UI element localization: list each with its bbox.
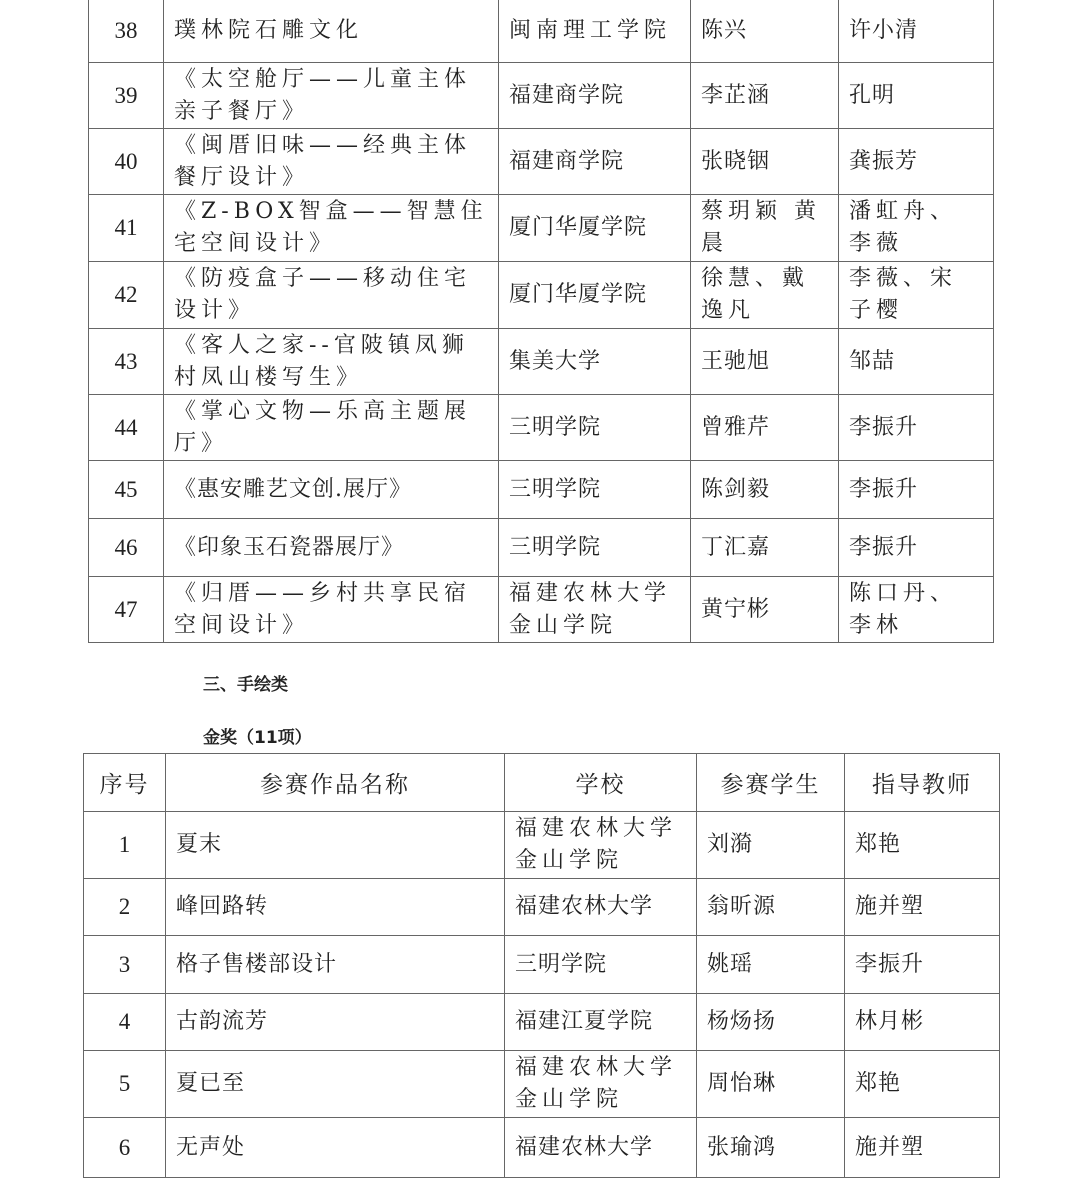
row-number: 44	[89, 395, 164, 461]
table-row	[89, 519, 994, 577]
teacher: 李振升	[845, 936, 1000, 994]
teacher: 李薇、宋子樱	[839, 262, 994, 329]
teacher: 施并塑	[845, 1118, 1000, 1178]
row-number: 47	[89, 577, 164, 643]
table-row	[89, 395, 994, 461]
table-row	[84, 1118, 1000, 1178]
school: 福建农林大学金山学院	[505, 1051, 697, 1118]
table-row	[89, 195, 994, 262]
school: 福建农林大学金山学院	[505, 812, 697, 879]
teacher: 李振升	[839, 519, 994, 577]
row-number: 40	[89, 129, 164, 195]
work-title: 《掌心文物—乐高主题展厅》	[164, 395, 499, 461]
table-row	[84, 1051, 1000, 1118]
header-student: 参赛学生	[697, 754, 845, 812]
row-number: 43	[89, 329, 164, 395]
student: 刘漪	[697, 812, 845, 879]
header-work-title: 参赛作品名称	[166, 754, 505, 812]
table-row	[89, 262, 994, 329]
school: 福建商学院	[499, 129, 691, 195]
table-row	[84, 936, 1000, 994]
teacher: 龚振芳	[839, 129, 994, 195]
student: 丁汇嘉	[691, 519, 839, 577]
row-number: 6	[84, 1118, 166, 1178]
teacher: 施并塑	[845, 879, 1000, 936]
student: 周怡琳	[697, 1051, 845, 1118]
school: 厦门华厦学院	[499, 195, 691, 262]
student: 王驰旭	[691, 329, 839, 395]
table-row	[89, 577, 994, 643]
school: 闽南理工学院	[499, 0, 691, 63]
student: 姚瑶	[697, 936, 845, 994]
school: 三明学院	[499, 395, 691, 461]
student: 陈剑毅	[691, 461, 839, 519]
row-number: 42	[89, 262, 164, 329]
school: 集美大学	[499, 329, 691, 395]
work-title: 无声处	[166, 1118, 505, 1178]
work-title: 《归厝——乡村共享民宿空间设计》	[164, 577, 499, 643]
row-number: 38	[89, 0, 164, 63]
school: 福建农林大学金山学院	[499, 577, 691, 643]
work-title: 峰回路转	[166, 879, 505, 936]
work-title: 夏末	[166, 812, 505, 879]
school: 福建商学院	[499, 63, 691, 129]
work-title: 《防疫盒子——移动住宅设计》	[164, 262, 499, 329]
school: 福建江夏学院	[505, 994, 697, 1051]
teacher: 林月彬	[845, 994, 1000, 1051]
student: 徐慧、戴逸凡	[691, 262, 839, 329]
work-title: 古韵流芳	[166, 994, 505, 1051]
teacher: 陈口丹、李林	[839, 577, 994, 643]
student: 杨炀扬	[697, 994, 845, 1051]
student: 张瑜鸿	[697, 1118, 845, 1178]
header-number: 序号	[84, 754, 166, 812]
teacher: 孔明	[839, 63, 994, 129]
section-heading: 三、手绘类	[203, 675, 288, 695]
row-number: 3	[84, 936, 166, 994]
teacher: 潘虹舟、李薇	[839, 195, 994, 262]
table-row	[84, 879, 1000, 936]
student: 陈兴	[691, 0, 839, 63]
student: 李芷涵	[691, 63, 839, 129]
table-row	[89, 0, 994, 63]
school: 三明学院	[499, 519, 691, 577]
award-heading: 金奖（11项）	[203, 728, 312, 748]
school: 厦门华厦学院	[499, 262, 691, 329]
work-title: 璞林院石雕文化	[164, 0, 499, 63]
work-title: 《客人之家--官陂镇凤狮村凤山楼写生》	[164, 329, 499, 395]
awards-table-continued	[88, 0, 994, 643]
teacher: 邹喆	[839, 329, 994, 395]
teacher: 李振升	[839, 461, 994, 519]
teacher: 郑艳	[845, 1051, 1000, 1118]
work-title: 《Z-BOX智盒——智慧住宅空间设计》	[164, 195, 499, 262]
row-number: 1	[84, 812, 166, 879]
teacher: 许小清	[839, 0, 994, 63]
student: 蔡玥颖 黄晨	[691, 195, 839, 262]
student: 翁昕源	[697, 879, 845, 936]
row-number: 46	[89, 519, 164, 577]
row-number: 5	[84, 1051, 166, 1118]
student: 曾雅芹	[691, 395, 839, 461]
row-number: 2	[84, 879, 166, 936]
school: 三明学院	[505, 936, 697, 994]
table-row	[89, 329, 994, 395]
work-title: 《印象玉石瓷器展厅》	[164, 519, 499, 577]
teacher: 李振升	[839, 395, 994, 461]
work-title: 格子售楼部设计	[166, 936, 505, 994]
row-number: 4	[84, 994, 166, 1051]
row-number: 41	[89, 195, 164, 262]
work-title: 《惠安雕艺文创.展厅》	[164, 461, 499, 519]
table-row	[84, 812, 1000, 879]
row-number: 39	[89, 63, 164, 129]
row-number: 45	[89, 461, 164, 519]
work-title: 《闽厝旧味——经典主体餐厅设计》	[164, 129, 499, 195]
table-row	[89, 63, 994, 129]
teacher: 郑艳	[845, 812, 1000, 879]
school: 福建农林大学	[505, 879, 697, 936]
school: 福建农林大学	[505, 1118, 697, 1178]
table-row	[84, 994, 1000, 1051]
header-school: 学校	[505, 754, 697, 812]
table-row	[89, 129, 994, 195]
table-row	[89, 461, 994, 519]
work-title: 《太空舱厅——儿童主体亲子餐厅》	[164, 63, 499, 129]
student: 张晓铟	[691, 129, 839, 195]
header-teacher: 指导教师	[845, 754, 1000, 812]
work-title: 夏已至	[166, 1051, 505, 1118]
gold-award-table	[83, 753, 1000, 1178]
school: 三明学院	[499, 461, 691, 519]
header-row	[84, 754, 1000, 812]
student: 黄宁彬	[691, 577, 839, 643]
